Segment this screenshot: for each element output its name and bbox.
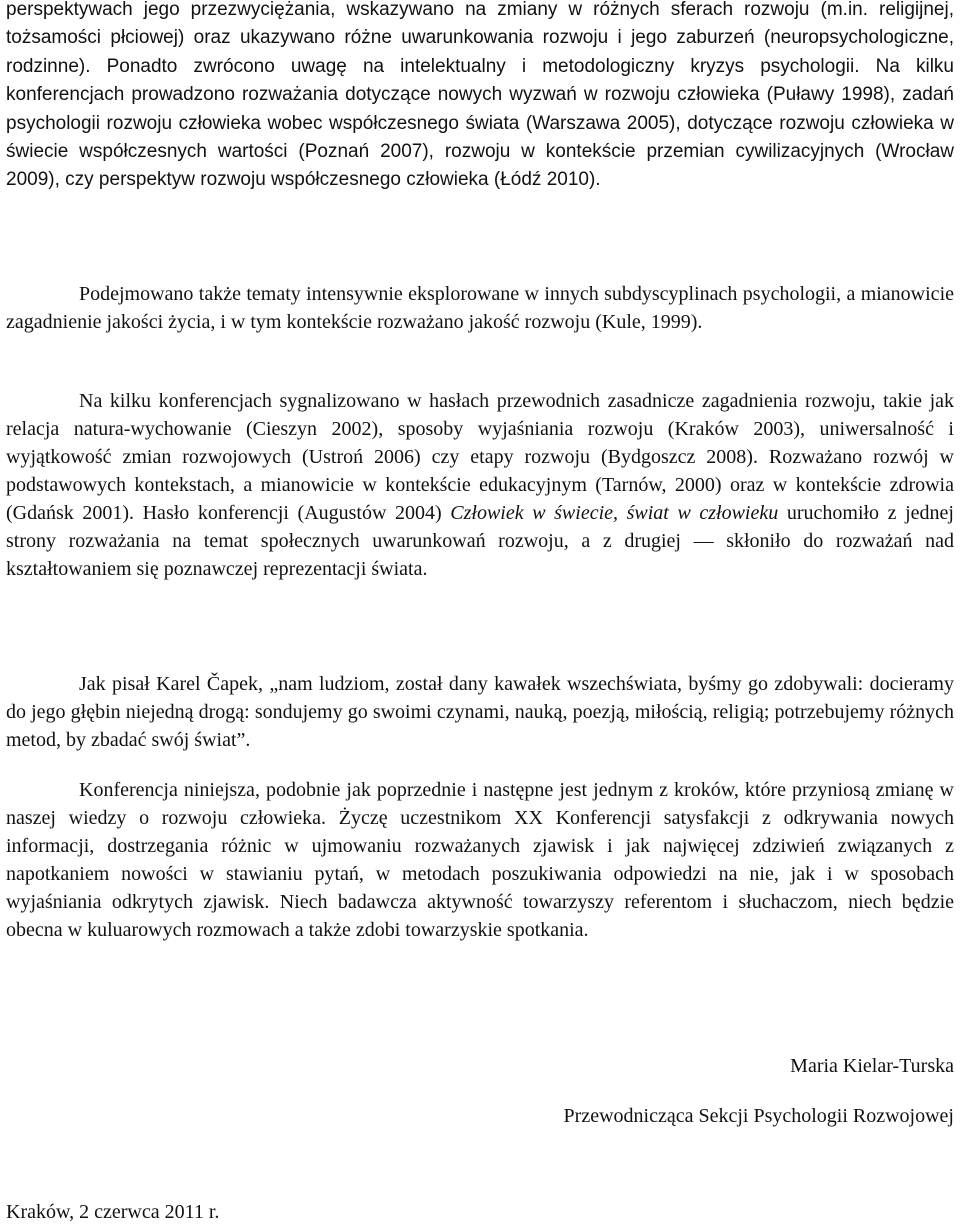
body-paragraph-3 bbox=[6, 387, 954, 583]
paragraph-3-text-start: Na kilku konferencjach sygnalizowano w hasłach przewodnich zasadnicze zagadnienia rozwoju, takie jak relacja natura-wychowanie (Cieszyn 2002), sposoby wyjaśniania rozwoju (Kraków 2003), uniwersalność i wyjątkowość zmian rozwojowych (Ustroń 2006) czy etapy rozwoju (Bydgoszcz 2008). Rozważano rozwój w podstawowych kontekstach, a mianowicie w kontekście edukacyjnym (Tarnów, 2000) oraz w kontekście zdrowia (Gdańsk 2001). Hasło konferencji (Augustów 2004) bbox=[6, 390, 954, 524]
conference-title-italic: Człowiek w świecie, świat w człowieku bbox=[450, 502, 779, 524]
body-paragraph-2: Podejmowano także tematy intensywnie eksplorowane w innych subdyscyplinach psychologii, a mianowicie zagadnienie jakości życia, i w tym kontekście rozważano jakość rozwoju (Kule, 1999). bbox=[6, 283, 954, 333]
signature-role: Przewodnicząca Sekcji Psychologii Rozwojowej bbox=[563, 1105, 954, 1127]
paragraph-3-text-end: uruchomiło z jednej strony rozważania na temat społecznych uwarunkowań rozwoju, a z drugiej — skłoniło do rozważań nad kształtowaniem się poznawczej reprezentacji świata. bbox=[6, 502, 954, 580]
body-paragraph-5: Konferencja niniejsza, podobnie jak poprzednie i następne jest jednym z kroków, które przyniosą zmianę w naszej wiedzy o rozwoju człowieka. Życzę uczestnikom XX Konferencji satysfakcji z odkrywania nowych informacji, dostrzegania różnic w ujmowaniu rozważanych zjawisk i jak najwięcej zdziwień związanych z napotkaniem nowości w stawianiu pytań, w metodach poszukiwania odpowiedzi na nie, jak i w sposobach wyjaśniania odkrytych zjawisk. Niech badawcza aktywność towarzyszy referentom i słuchaczom, niech będzie obecna w kuluarowych rozmowach a także zdobi towarzyskie spotkania. bbox=[6, 779, 954, 941]
signature-name: Maria Kielar-Turska bbox=[790, 1055, 954, 1077]
body-paragraph-1: perspektywach jego przezwyciężania, wskazywano na zmiany w różnych sferach rozwoju (m.in. religijnej, tożsamości płciowej) oraz ukazywano różne uwarunkowania rozwoju i jego zaburzeń (neuropsychologiczne, rodzinne). Ponadto zwrócono uwagę na intelektualny i metodologiczny kryzys psychologii. Na kilku konferencjach prowadzono rozważania dotyczące nowych wyzwań w rozwoju człowieka (Puławy 1998), zadań psychologii rozwoju człowieka wobec współczesnego świata (Warszawa 2005), dotyczące rozwoju człowieka w świecie współczesnych wartości (Poznań 2007), rozwoju w kontekście przemian cywilizacyjnych (Wrocław 2009), czy perspektyw rozwoju współczesnego człowieka (Łódź 2010). bbox=[6, 0, 954, 191]
body-paragraph-4: Jak pisał Karel Čapek, „nam ludziom, został dany kawałek wszechświata, byśmy go zdobywali: docieramy do jego głębin niejedną drogą: sondujemy go swoimi czynami, nauką, poezją, miłością, religią; potrzebujemy różnych metod, by zbadać swój świat”. bbox=[6, 673, 954, 751]
place-and-date: Kraków, 2 czerwca 2011 r. bbox=[6, 1201, 220, 1223]
